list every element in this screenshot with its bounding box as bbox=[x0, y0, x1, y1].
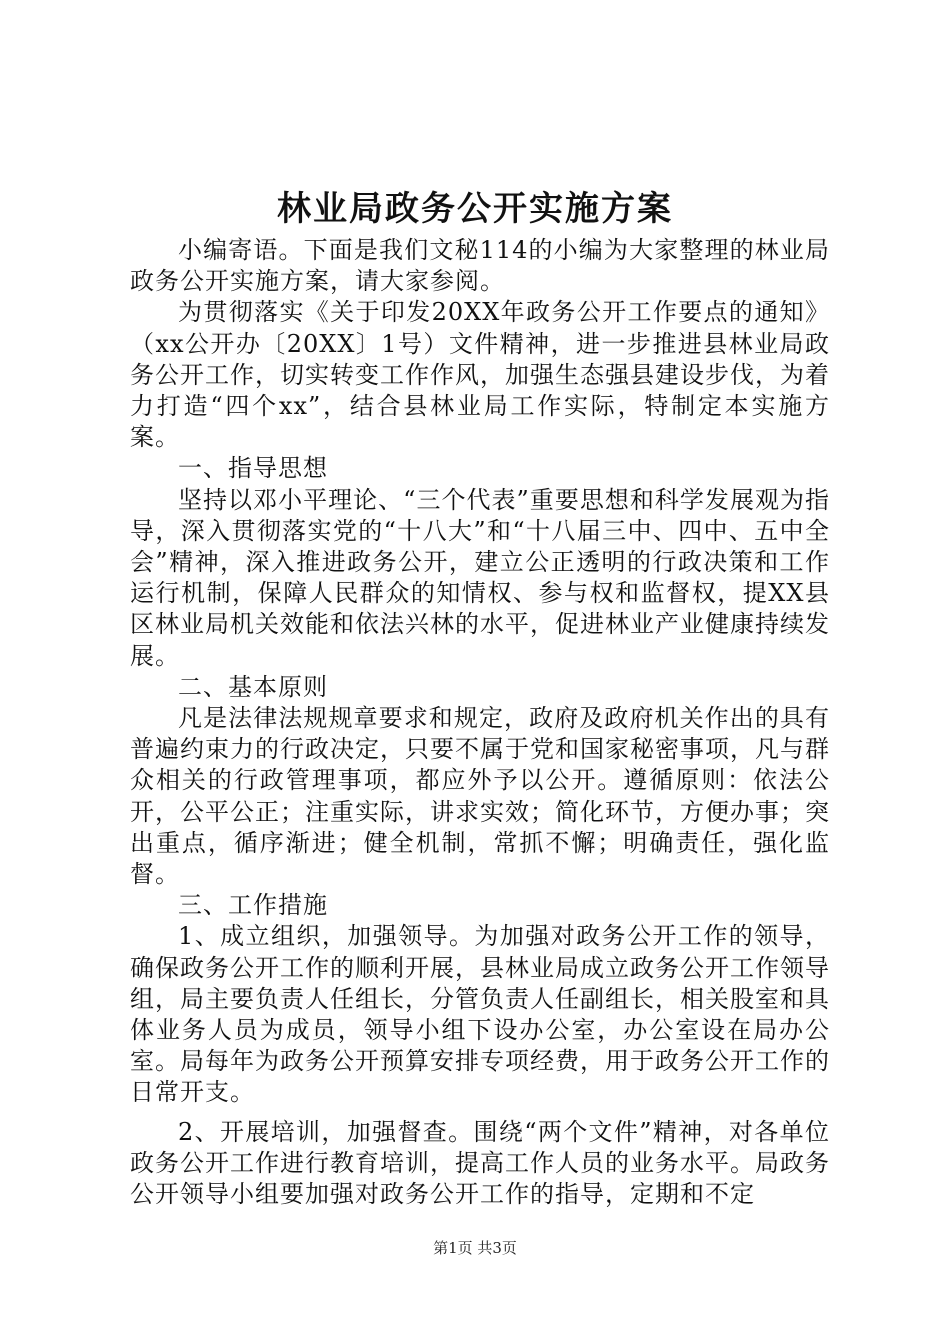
paragraph-purpose: 为贯彻落实《关于印发20XX年政务公开工作要点的通知》（xx公开办〔20XX〕1号）文件精神，进一步推进县林业局政务公开工作，切实转变工作作风，加强生态强县建设步伐，为着力打造“四个xx”，结合县林业局工作实际，特制定本实施方案。 bbox=[130, 298, 830, 452]
document-body bbox=[130, 235, 830, 1210]
paragraph-measure-2: 2、开展培训，加强督查。围绕“两个文件”精神，对各单位政务公开工作进行教育培训，提高工作人员的业务水平。局政务公开领导小组要加强对政务公开工作的指导，定期和不定 bbox=[130, 1117, 830, 1209]
document-title: 林业局政务公开实施方案 bbox=[277, 189, 673, 229]
section-heading-basic-principles: 二、基本原则 bbox=[178, 672, 328, 701]
paragraph-intro: 小编寄语。下面是我们文秘114的小编为大家整理的林业局政务公开实施方案，请大家参阅。 bbox=[130, 236, 830, 296]
page-number-footer: 第1页 共3页 bbox=[433, 1239, 517, 1257]
paragraph-guiding-ideology: 坚持以邓小平理论、“三个代表”重要思想和科学发展观为指导，深入贯彻落实党的“十八大”和“十八届三中、四中、五中全会”精神，深入推进政务公开，建立公正透明的行政决策和工作运行机制，保障人民群众的知情权、参与权和监督权，提XX县区林业局机关效能和依法兴林的水平，促进林业产业健康持续发展。 bbox=[130, 485, 830, 670]
section-heading-guiding-ideology: 一、指导思想 bbox=[178, 454, 328, 483]
paragraph-measure-1: 1、成立组织，加强领导。为加强对政务公开工作的领导，确保政务公开工作的顺利开展，县林业局成立政务公开工作领导组，局主要负责人任组长，分管负责人任副组长，相关股室和具体业务人员为成员，领导小组下设办公室，办公室设在局办公室。局每年为政务公开预算安排专项经费，用于政务公开工作的日常开支。 bbox=[130, 922, 830, 1107]
section-heading-work-measures: 三、工作措施 bbox=[178, 891, 328, 920]
paragraph-basic-principles: 凡是法律法规规章要求和规定，政府及政府机关作出的具有普遍约束力的行政决定，只要不属于党和国家秘密事项，凡与群众相关的行政管理事项，都应外予以公开。遵循原则：依法公开，公平公正；注重实际，讲求实效；简化环节，方便办事；突出重点，循序渐进；健全机制，常抓不懈；明确责任，强化监督。 bbox=[130, 704, 830, 889]
